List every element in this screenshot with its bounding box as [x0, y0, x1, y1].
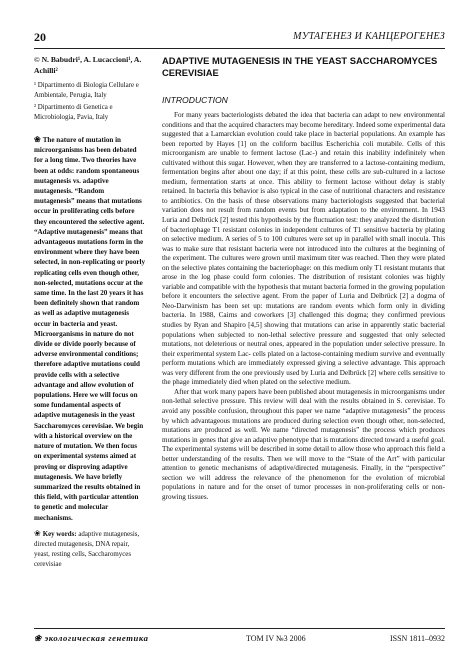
running-header: [34, 30, 445, 46]
issn: ISSN 1811–0932: [389, 634, 445, 643]
flower-logo-icon: ❀: [34, 633, 45, 643]
left-column: [34, 55, 146, 570]
page-number: 20: [34, 30, 46, 44]
abstract-text: The nature of mutation in microorganisms has been debated for a long time. Two theories have been at odds: random spontaneous mutagenesis vs. adaptive mutagenesis. “Random mutagenesis” means that mutations occur in proliferating cells before they encountered the selective agent. “Adaptive mutagenesis” means that advantageous mutations form in the environment where they have been selected, in non-replicating or poorly replicating cells even though other, non-selected, mutations occur at the same time. In the last 20 years it has been definitely shown that random as well as adaptive mutagenesis occur in bacteria and yeast. Microorganisms in nature do not divide or divide poorly because of adverse environmental conditions; therefore adaptive mutations could provide cells with a selective advantage and allow evolution of populations. Here we will focus on some fundamental aspects of adaptive mutagenesis in the yeast Saccharomyces cerevisiae. We begin with a historical overview on the nature of mutation. We then focus on experimental systems aimed at proving or disproving adaptive mutagenesis. We have briefly summarized the results obtained in this field, with particular attention to genetic and molecular mechanisms.: [34, 136, 146, 522]
body-paragraph-1: For many years bacteriologists debated the idea that bacteria can adapt to new environmental conditions and that the acquired characters may become hereditary. Indeed some experimental data suggested that a Lamarckian evolution could take place in bacterial populations. An example has been reported by Hayes [1] on the coliform bacillus Escherichia coli mutabile. Cells of this microorganism are unable to ferment lactose (Lac-) and retain this inability indefinitely when cultivated without this sugar. However, when they are transferred to a lactose-containing medium, fermentation begins after about one day; if at this point, these cells are sub-cultured in a lactose medium, fermentation starts at once. This ability to ferment lactose without delay is stably retained. In bacteria this behavior is also typical in the case of nutritional characters and resistance to antibiotics. On the basis of these observations many bacteriologists suggested that bacterial variation does not result from random events but from adaptation to the environment. In 1943 Luria and Delbrück [2] tested this hypothesis by the fluctuation test: they analyzed the distribution of bacteriophage T1 resistant colonies in independent cultures of T1 sensitive bacteria by plating on selective medium. A series of 5 to 100 cultures were set up in parallel with small inocula. This was to make sure that resistant bacteria were not introduced into the cultures at the beginning of the experiment. The cultures were grown until maximum titer was reached. Then they were plated on the selective plates containing the bacteriophage: on this medium only T1 resistant mutants that arose in the log phase could form colonies. The distribution of resistant colonies was highly variable and compatible with the hypothesis that mutant bacteria formed in the growing population before it encounters the selective agent. From the paper of Luria and Delbrück [2] a dogma of Neo-Darwinism has been set up: mutations are random events which form only in dividing bacteria. In 1988, Cairns and coworkers [3] challenged this dogma; they confirmed previous studies by Ryan and Shapiro [4,5] showing that mutations can arise in apparently static bacterial populations when subjected to non-lethal selective pressure and suggested that only selected mutations, not deleterious or neutral ones, appeared in the population under selective pressure. In their experimental system Lac- cells plated on a lactose-containing medium survive and eventually perform mutations which are immediately expressed giving a selective advantage. This approach was very different from the one previously used by Luria and Delbrück [2] where cells sensitive to the phage immediately died when plated on the selective medium.: [162, 111, 445, 387]
abstract-block: [34, 135, 146, 523]
journal-logo-text: экологическая генетика: [44, 633, 149, 643]
keywords-label: Key words:: [42, 530, 77, 538]
volume-issue: ТОМ IV №3 2006: [246, 634, 306, 643]
journal-section-title: МУТАГЕНЕЗ И КАНЦЕРОГЕНЕЗ: [293, 31, 445, 42]
running-footer: [34, 633, 445, 647]
star-bullet-icon: ❀: [34, 528, 43, 538]
keywords-text: adaptive mutagenesis, directed mutagenesis, DNA repair, yeast, resting cells, Saccharomyces cerevisiae: [34, 530, 140, 568]
header-rule: [34, 48, 445, 49]
star-bullet-icon: ❀: [34, 135, 43, 144]
affiliation-2: ² Dipartimento di Genetica e Microbiologia, Pavia, Italy: [34, 104, 113, 121]
section-heading: INTRODUCTION: [162, 95, 228, 105]
article-body: [162, 111, 445, 502]
keywords-block: [34, 529, 146, 570]
footer-rule: [34, 628, 445, 629]
right-column: [162, 55, 445, 502]
affiliation-1: ¹ Dipartimento di Biologia Cellulare e Ambientale, Perugia, Italy: [34, 82, 139, 99]
author-list: © N. Babudri¹, A. Lucaccioni¹, A. Achilli²: [34, 55, 142, 75]
body-paragraph-2: After that work many papers have been published about mutagenesis in microorganisms under non-lethal selective pressure. This review will deal with the results obtained in S. cerevisiae. To avoid any possible confusion, throughout this paper we name “adaptive mutagenesis” the process by which advantageous mutations are produced during selection even though other, non-selected, mutations are produced as well. We name “directed mutagenesis” the process which produces mutations in genes that give an adaptive phenotype that is mutations directed toward a useful goal. The experimental systems will be described in some detail to allow those who approach this field a better understanding of the results. Then we will move to the “State of the Art” with particular attention to genetic mechanisms of adaptive/directed mutagenesis. Finally, in the “perspective” section we will address the relevance of the phenomenon for the evolution of microbial populations in nature and for the onset of tumor processes in non-proliferating cells or non-growing tissues.: [162, 387, 445, 501]
journal-logo: [34, 633, 149, 644]
article-title: ADAPTIVE MUTAGENESIS IN THE YEAST SACCHAROMYCES CEREVISIAE: [162, 55, 438, 78]
